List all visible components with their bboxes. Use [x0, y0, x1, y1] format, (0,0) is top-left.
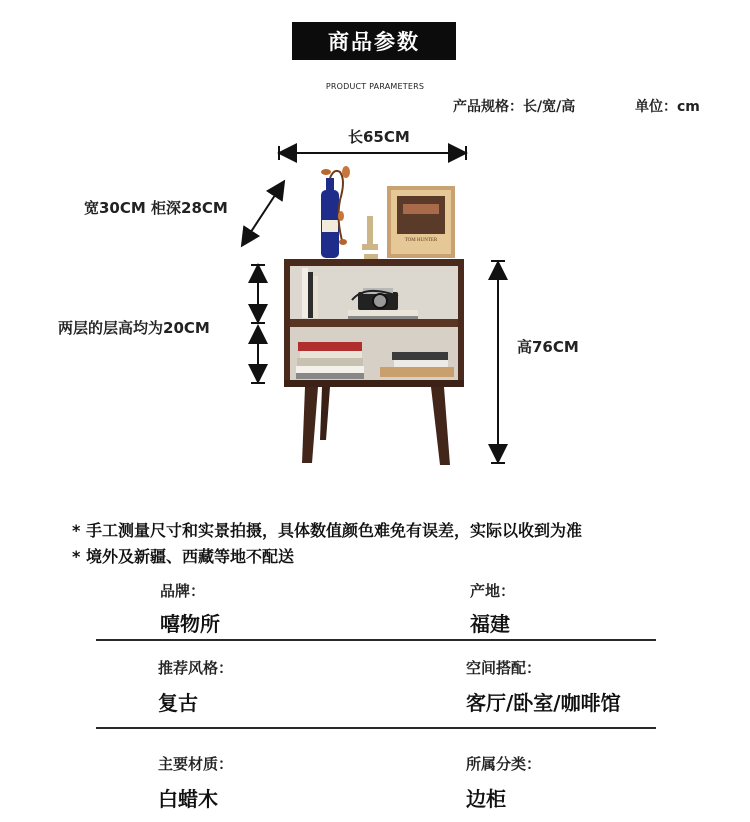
brand-value: 嘻物所 [160, 612, 220, 636]
page-subtitle: PRODUCT PARAMETERS [325, 82, 425, 91]
brand-label: 品牌： [160, 582, 206, 600]
origin-label: 产地： [470, 582, 516, 600]
material-value: 白蜡木 [158, 787, 218, 811]
height-arrow [491, 261, 505, 463]
category-label: 所属分类： [466, 755, 542, 773]
book-cover-text: TOM HUNTER [404, 238, 438, 243]
height-label: 高76CM [517, 338, 579, 356]
unit-label: 单位：cm [635, 99, 700, 115]
material-label: 主要材质： [158, 755, 234, 773]
note-measurement: * 手工测量尺寸和实景拍摄，具体数值颜色难免有误差，实际以收到为准 [72, 521, 582, 540]
candle-holder [362, 216, 378, 259]
space-label: 空间搭配： [466, 659, 542, 677]
category-value: 边柜 [466, 787, 506, 811]
book-on-top [387, 186, 455, 258]
page-title: 商品参数 [292, 22, 456, 60]
shelf-height-label: 两层的层高均为20CM [58, 319, 210, 337]
width-arrow [243, 183, 283, 244]
divider-2 [96, 727, 656, 729]
style-label: 推荐风格： [158, 659, 234, 677]
origin-value: 福建 [470, 612, 510, 636]
space-value: 客厅/卧室/咖啡馆 [466, 691, 621, 715]
length-label: 长65CM [348, 128, 410, 146]
style-value: 复古 [158, 691, 198, 715]
spec-label: 产品规格：长/宽/高 [453, 99, 576, 115]
note-shipping: * 境外及新疆、西藏等地不配送 [72, 547, 294, 566]
length-arrow [279, 146, 466, 160]
width-depth-label: 宽30CM 柜深28CM [84, 199, 228, 217]
shelf-height-arrows [251, 265, 265, 383]
vase-with-branch [321, 166, 350, 258]
divider-1 [96, 639, 656, 641]
